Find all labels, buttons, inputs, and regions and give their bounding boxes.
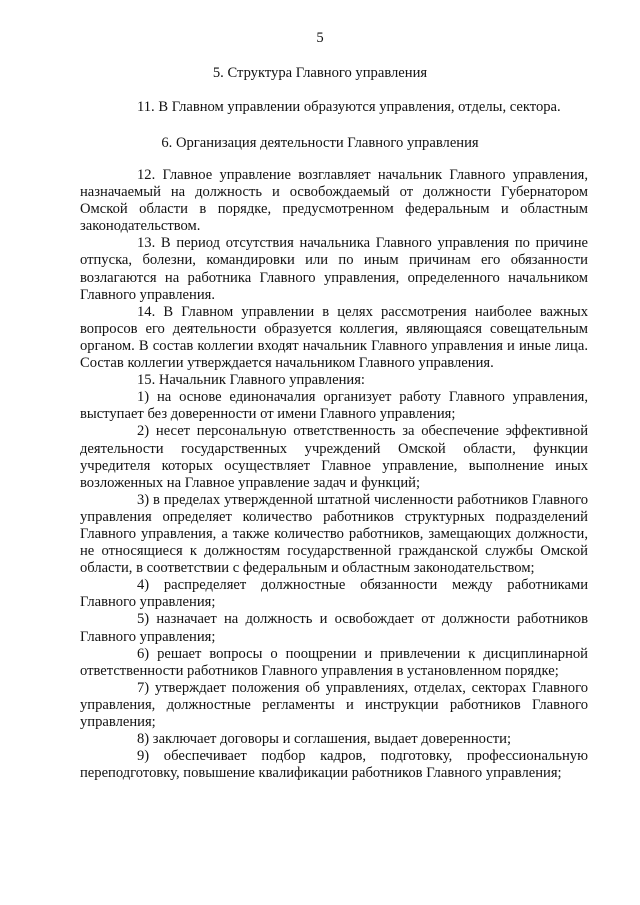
list-item-7: 7) утверждает положения об управлениях, отделах, секторах Главного управления, должностные регламенты и инструкции работников Главного управления; [80, 679, 588, 730]
paragraph-14: 14. В Главном управлении в целях рассмотрения наиболее важных вопросов его деятельности образуется коллегия, являющаяся совещательным органом. В состав коллегии входят начальник Главного управления и иные лица. Состав коллегии утверждается начальником Главного управления. [80, 303, 588, 372]
page-number: 5 [316, 30, 324, 46]
paragraph-13: 13. В период отсутствия начальника Главного управления по причине отпуска, болезни, командировки или по иным причинам его обязанности возлагаются на работника Главного управления, определенного начальником Главного управления. [80, 235, 588, 303]
paragraph-15: 15. Начальник Главного управления: [137, 372, 365, 389]
list-item-8: 8) заключает договоры и соглашения, выдает доверенности; [137, 731, 512, 748]
paragraph-12: 12. Главное управление возглавляет начальник Главного управления, назначаемый на должность и освобождаемый от должности Губернатором Омской области в порядке, предусмотренном федеральным и областным законодательством. [80, 167, 588, 235]
section-5-heading: 5. Структура Главного управления [212, 65, 428, 81]
list-item-9: 9) обеспечивает подбор кадров, подготовку, профессиональную переподготовку, повышение квалификации работников Главного управления; [80, 748, 588, 782]
paragraph-11: 11. В Главном управлении образуются управления, отделы, сектора. [137, 99, 561, 115]
section-6-heading: 6. Организация деятельности Главного управления [161, 135, 479, 151]
list-item-5: 5) назначает на должность и освобождает от должности работников Главного управления; [80, 611, 588, 645]
list-item-3: 3) в пределах утвержденной штатной численности работников Главного управления определяет количество работников структурных подразделений Главного управления, а также количество работников, замещающих должности, не относящиеся к должностям государственной гражданской службы Омской области, в соответствии с федеральным и областным законодательством; [80, 491, 588, 577]
list-item-1: 1) на основе единоначалия организует работу Главного управления, выступает без доверенности от имени Главного управления; [80, 389, 588, 423]
list-item-4: 4) распределяет должностные обязанности между работниками Главного управления; [80, 577, 588, 611]
list-item-6: 6) решает вопросы о поощрении и привлечении к дисциплинарной ответственности работников Главного управления в установленном порядке; [80, 645, 588, 679]
section-6-body [80, 167, 588, 782]
list-item-2: 2) несет персональную ответственность за обеспечение эффективной деятельности государственных учреждений Омской области, функции учредителя которых осуществляет Главное управление, выполнение иных возложенных на Главное управление задач и функций; [80, 423, 588, 491]
